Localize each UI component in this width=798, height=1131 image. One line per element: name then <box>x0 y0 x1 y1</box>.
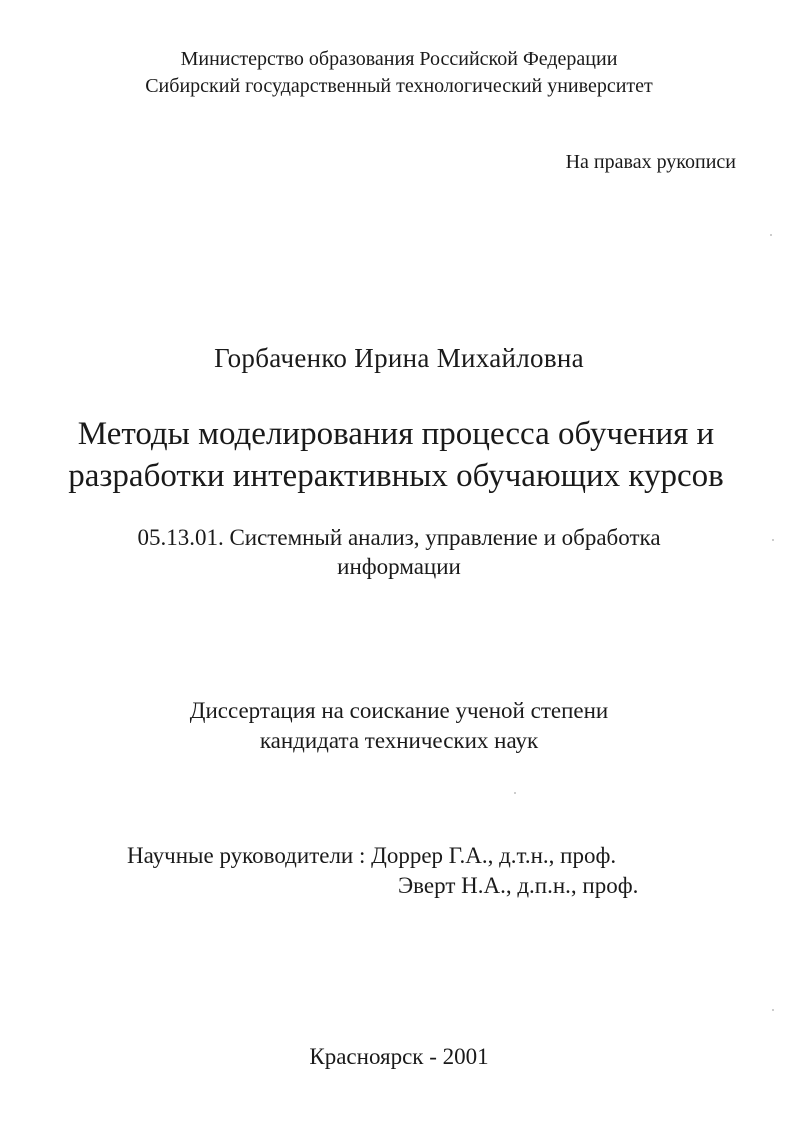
degree-statement <box>0 696 798 756</box>
specialty-line-1: 05.13.01. Системный анализ, управление и обработка <box>137 525 661 550</box>
manuscript-note: На правах рукописи <box>565 151 736 173</box>
scan-speck <box>770 234 772 236</box>
author-name: Горбаченко Ирина Михайловна <box>214 343 584 373</box>
institution-header <box>0 46 798 100</box>
specialty-line-2: информации <box>337 554 461 579</box>
ministry-name: Министерство образования Российской Федерации <box>180 48 618 70</box>
supervisor-row-1 <box>127 841 638 871</box>
title-line-1: Методы моделирования процесса обучения и <box>77 416 715 452</box>
degree-line-1: Диссертация на соискание ученой степени <box>189 698 609 723</box>
degree-line-2: кандидата технических наук <box>259 728 539 753</box>
supervisors <box>127 841 638 901</box>
scan-speck <box>772 539 774 541</box>
university-name: Сибирский государственный технологический университет <box>145 75 653 97</box>
dissertation-title <box>0 413 795 497</box>
scan-speck <box>514 792 516 794</box>
city-year: Красноярск - 2001 <box>309 1044 489 1069</box>
title-line-2: разработки интерактивных обучающих курсов <box>68 458 724 494</box>
specialty <box>0 523 798 581</box>
supervisor-1: Доррер Г.А., д.т.н., проф. <box>371 843 617 868</box>
scan-speck <box>772 1009 774 1011</box>
supervisor-2: Эверт Н.А., д.п.н., проф. <box>398 873 639 898</box>
supervisors-label: Научные руководители : <box>127 843 366 868</box>
